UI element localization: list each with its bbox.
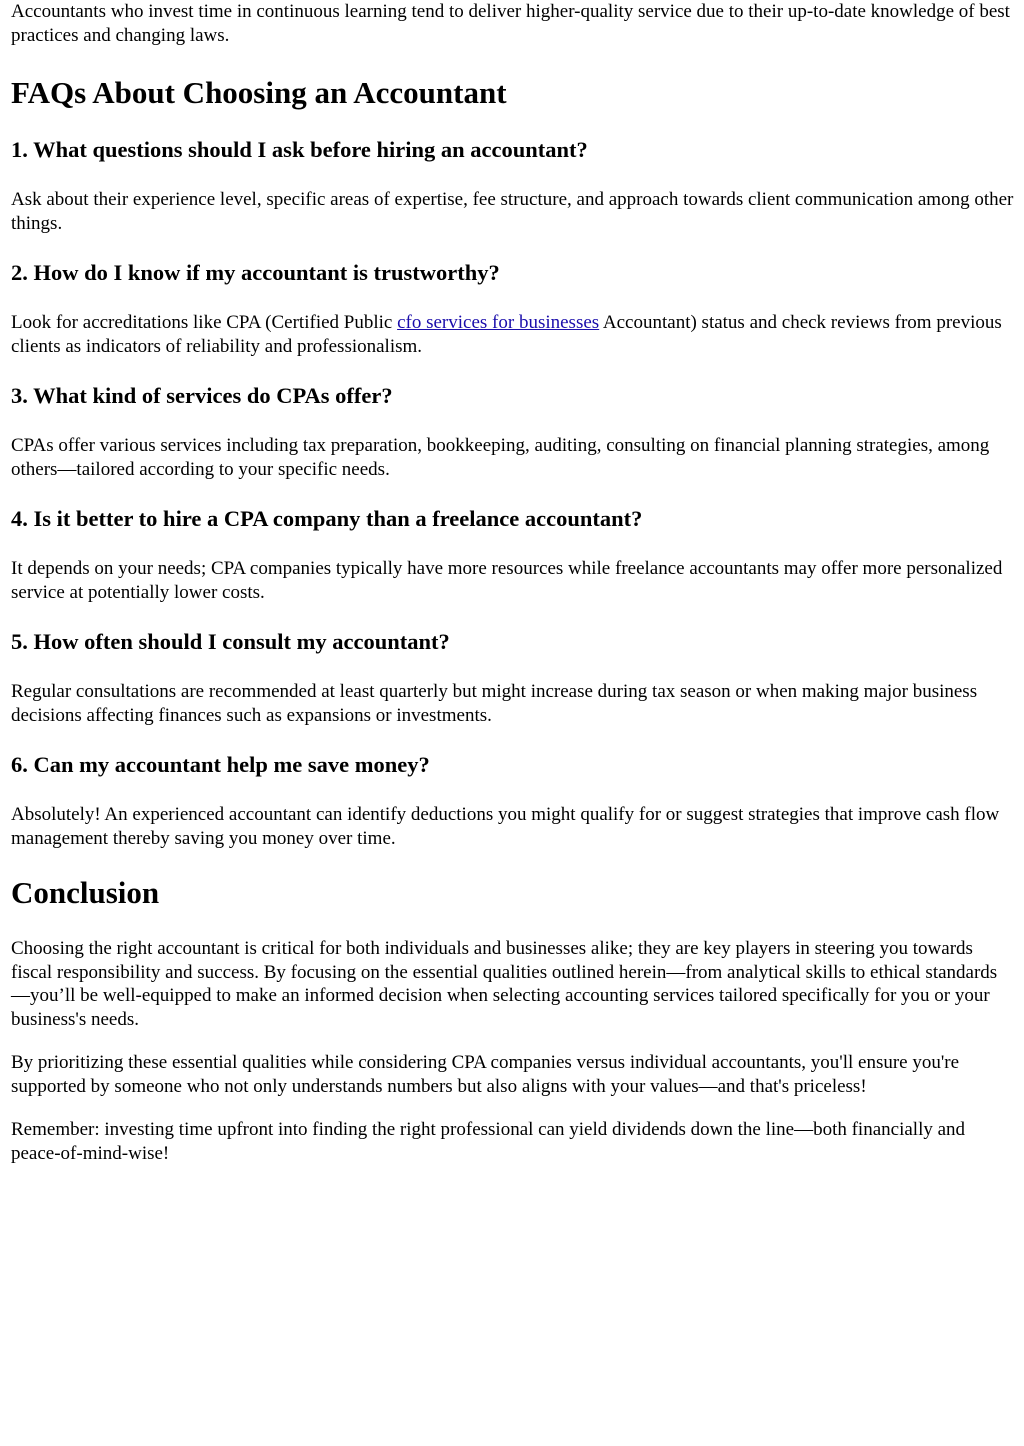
faq-answer-2-after: Accountant) status and check reviews from previous clients as indicators of reliability and professionalism. <box>11 312 1002 357</box>
intro-paragraph: Accountants who invest time in continuous learning tend to deliver higher-quality service due to their up-to-date knowledge of best practices and changing laws. <box>11 1 1010 46</box>
faq-answer-5: Regular consultations are recommended at least quarterly but might increase during tax season or when making major business decisions affecting finances such as expansions or investments. <box>11 681 978 726</box>
cfo-services-link[interactable]: cfo services for businesses <box>397 312 600 333</box>
faq-question-4: 4. Is it better to hire a CPA company than a freelance accountant? <box>11 506 643 531</box>
faq-answer-4: It depends on your needs; CPA companies typically have more resources while freelance accountants may offer more personalized service at potentially lower costs. <box>11 558 1003 603</box>
faq-question-3: 3. What kind of services do CPAs offer? <box>11 383 393 408</box>
faq-question-5: 5. How often should I consult my accountant? <box>11 629 450 654</box>
conclusion-heading: Conclusion <box>11 875 160 910</box>
faq-question-1: 1. What questions should I ask before hiring an accountant? <box>11 137 588 162</box>
faq-answer-1: Ask about their experience level, specific areas of expertise, fee structure, and approach towards client communication among other things. <box>11 189 1014 234</box>
faq-answer-3: CPAs offer various services including tax preparation, bookkeeping, auditing, consulting on financial planning strategies, among others—tailored according to your specific needs. <box>11 435 990 480</box>
faq-answer-2-before: Look for accreditations like CPA (Certified Public <box>11 312 398 333</box>
faq-question-2: 2. How do I know if my accountant is trustworthy? <box>11 260 500 285</box>
faq-question-6: 6. Can my accountant help me save money? <box>11 752 430 777</box>
faq-answer-6: Absolutely! An experienced accountant can identify deductions you might qualify for or suggest strategies that improve cash flow management thereby saving you money over time. <box>11 804 1000 849</box>
conclusion-paragraph-3: Remember: investing time upfront into finding the right professional can yield dividends down the line—both financially and peace-of-mind-wise! <box>11 1119 966 1164</box>
conclusion-paragraph-1: Choosing the right accountant is critical for both individuals and businesses alike; they are key players in steering you towards fiscal responsibility and success. By focusing on the essential qualities outlined herein—from analytical skills to ethical standards—you’ll be well-equipped to make an informed decision when selecting accounting services tailored specifically for you or your business's needs. <box>11 938 998 1030</box>
faq-answer-2 <box>11 311 1014 358</box>
conclusion-paragraph-2: By prioritizing these essential qualities while considering CPA companies versus individual accountants, you'll ensure you're supported by someone who not only understands numbers but also aligns with your values—and that's priceless! <box>11 1052 960 1097</box>
faq-heading: FAQs About Choosing an Accountant <box>11 75 507 110</box>
